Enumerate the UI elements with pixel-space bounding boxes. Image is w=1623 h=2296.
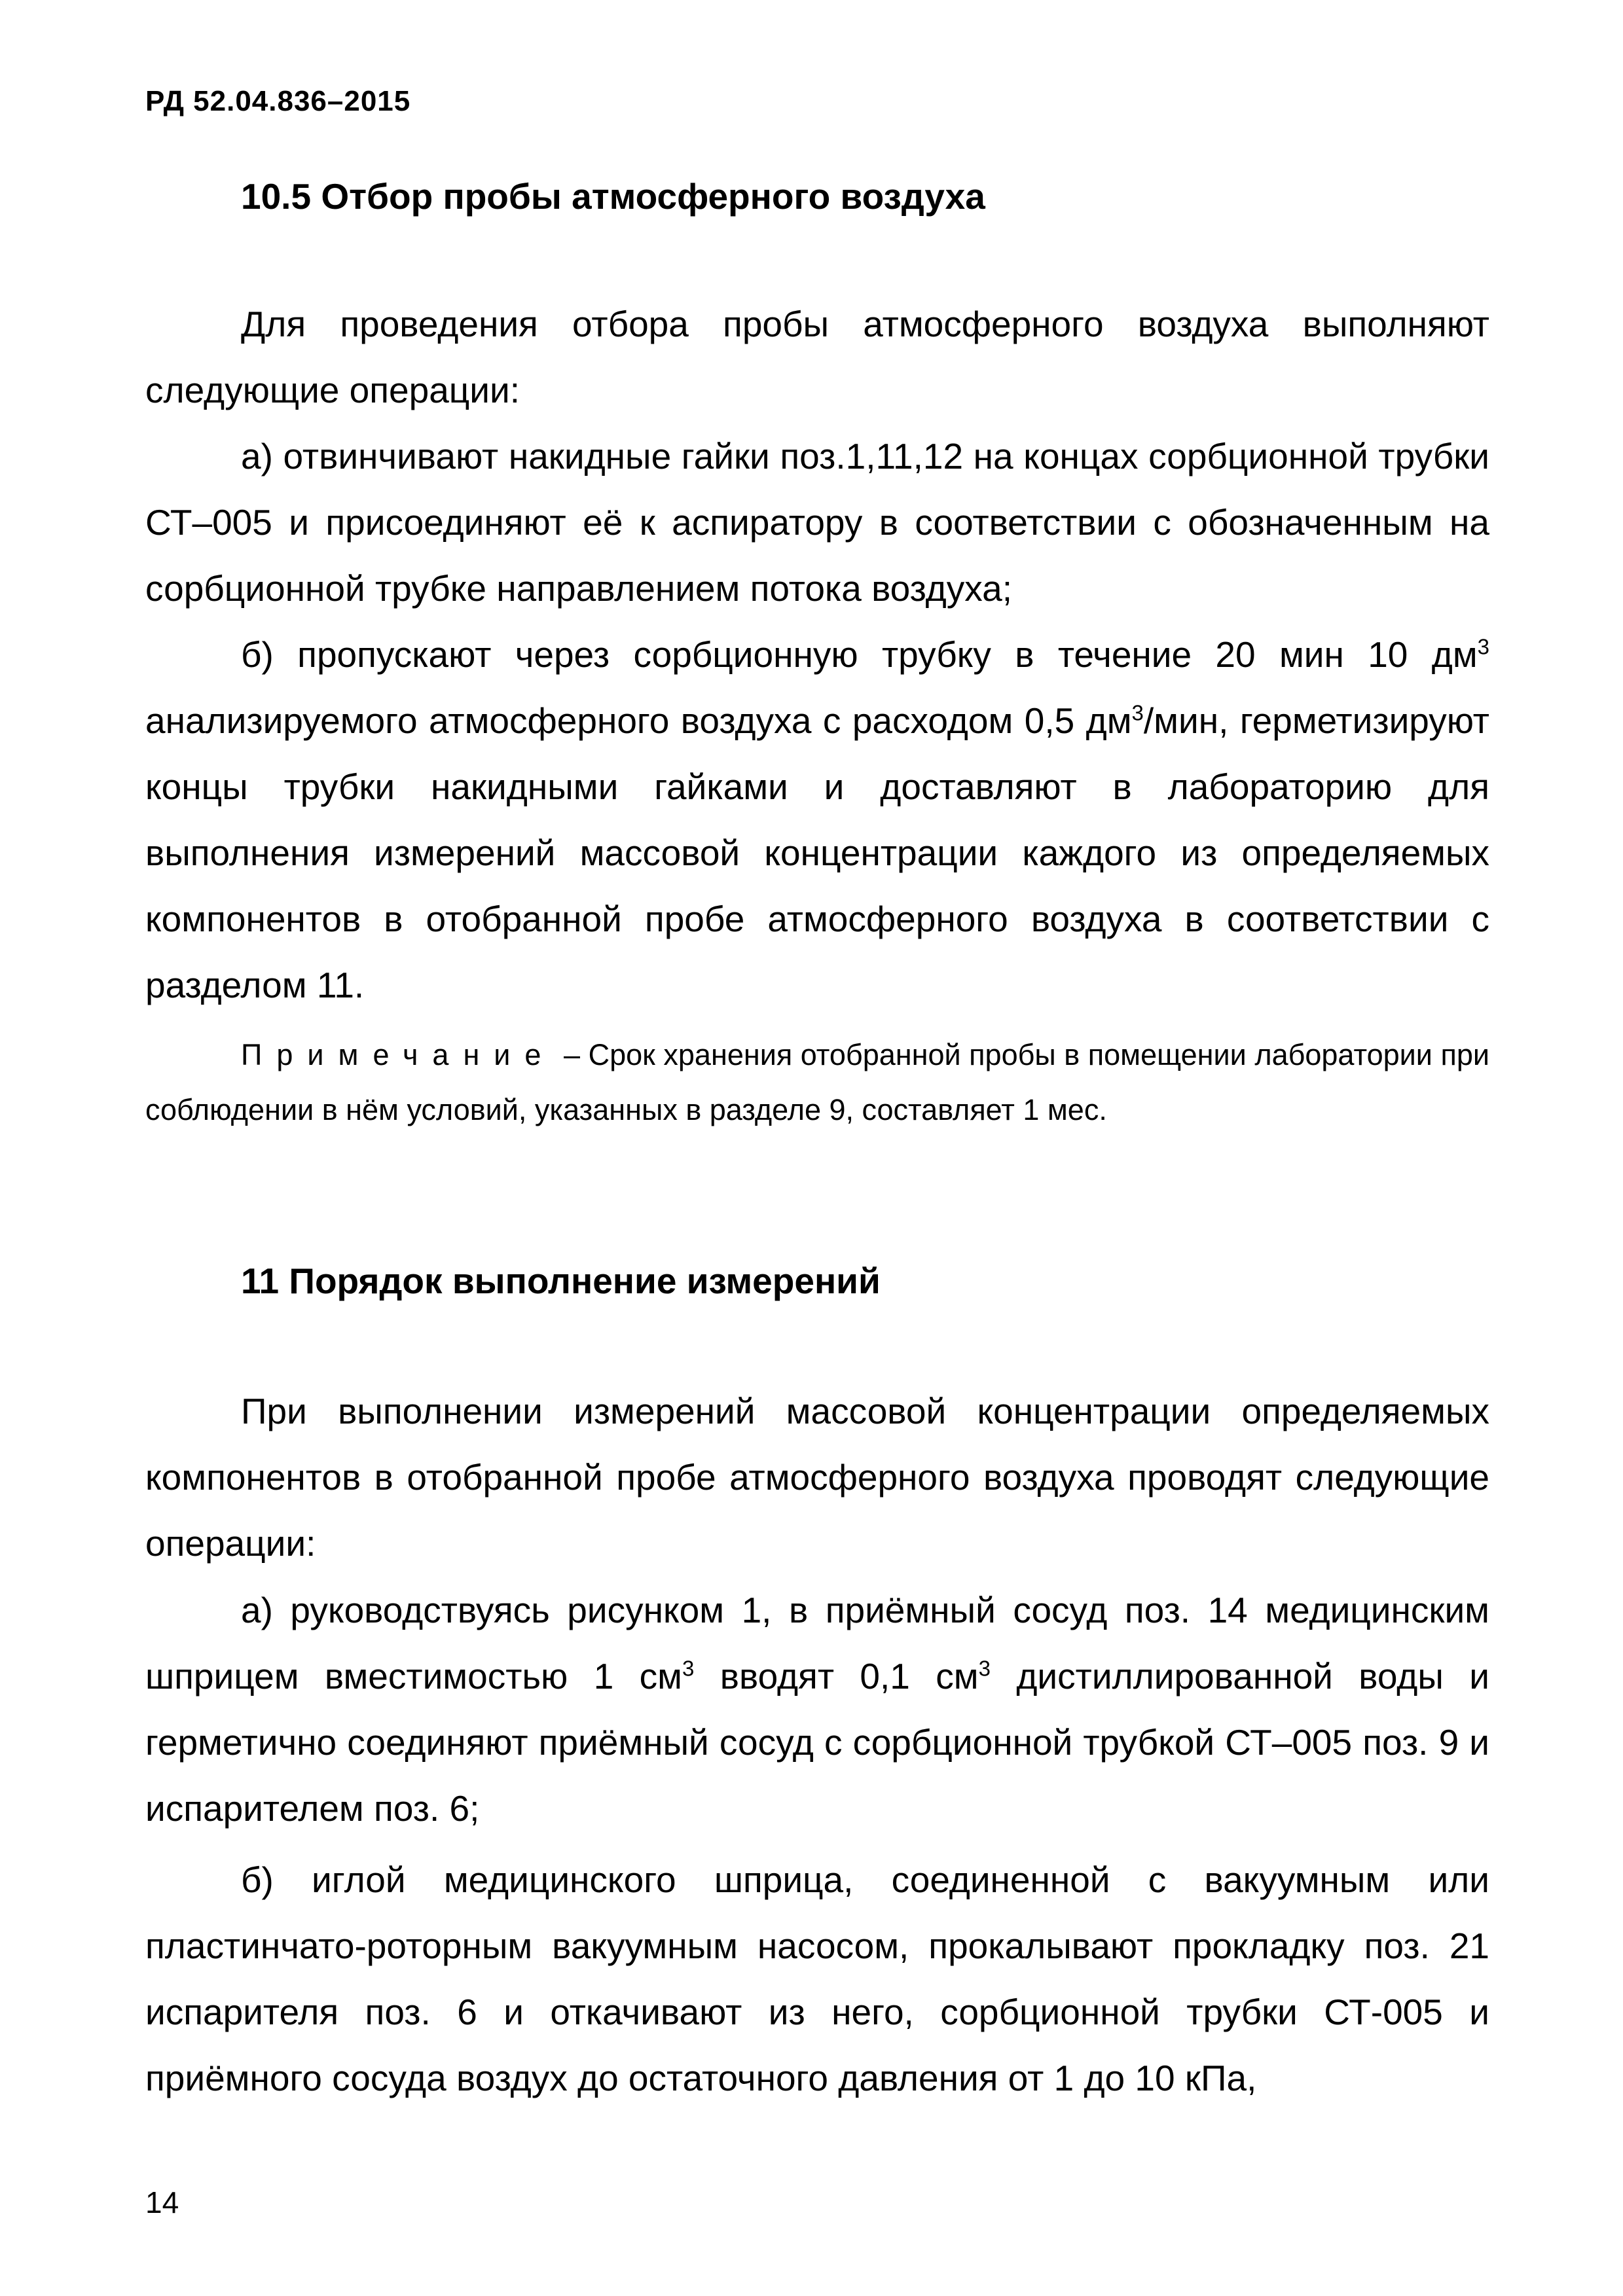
section-11-heading: 11 Порядок выполнение измерений (241, 1261, 881, 1301)
section-10-5-item-b: б) пропускают через сорбционную трубку в течение 20 мин 10 $дм^3$ анализируемого атмосферного воздуха с расходом 0,5 $дм^3$/мин, герметизируют концы трубки накидными гайками и доставляют в лабораторию для выполнения измерений массовой концентрации каждого из определяемых компонентов в отобранной пробе атмосферного воздуха в соответствии с разделом 11. (145, 634, 1489, 1005)
section-11-intro: При выполнении измерений массовой концентрации определяемых компонентов в отобранной пробе атмосферного воздуха проводят следующие операции: (145, 1391, 1489, 1564)
page-number: 14 (145, 2185, 179, 2219)
section-10-5-intro: Для проведения отбора пробы атмосферного воздуха выполняют следующие операции: (145, 304, 1489, 410)
note-label: Примечание (241, 1038, 556, 1071)
section-11-item-b: б) иглой медицинского шприца, соединенной с вакуумным или пластинчато-роторным вакуумным насосом, прокалывают прокладку поз. 21 испарителя поз. 6 и откачивают из него, сорбционной трубки СТ-005 и приёмного сосуда воздух до остаточного давления от 1 до 10 кПа, (145, 1859, 1489, 2098)
section-11-item-a: а) руководствуясь рисунком 1, в приёмный сосуд поз. 14 медицинским шприцем вместимостью 1 $см^3$ вводят 0,1 $см^3$ дистиллированной воды и герметично соединяют приёмный сосуд с сорбционной трубкой СТ–005 поз. 9 и испарителем поз. 6; (145, 1590, 1489, 1829)
section-10-5-item-a: а) отвинчивают накидные гайки поз.1,11,12 на концах сорбционной трубки СТ–005 и присоединяют её к аспиратору в соответствии с обозначенным на сорбционной трубке направлением потока воздуха; (145, 436, 1489, 609)
document-code: РД 52.04.836–2015 (145, 85, 411, 117)
section-10-5-note: Примечание – Срок хранения отобранной пробы в помещении лаборатории при соблюдении в нём условий, указанных в разделе 9, составляет 1 мес. (145, 1038, 1489, 1126)
section-10-5-heading: 10.5 Отбор пробы атмосферного воздуха (241, 176, 985, 217)
